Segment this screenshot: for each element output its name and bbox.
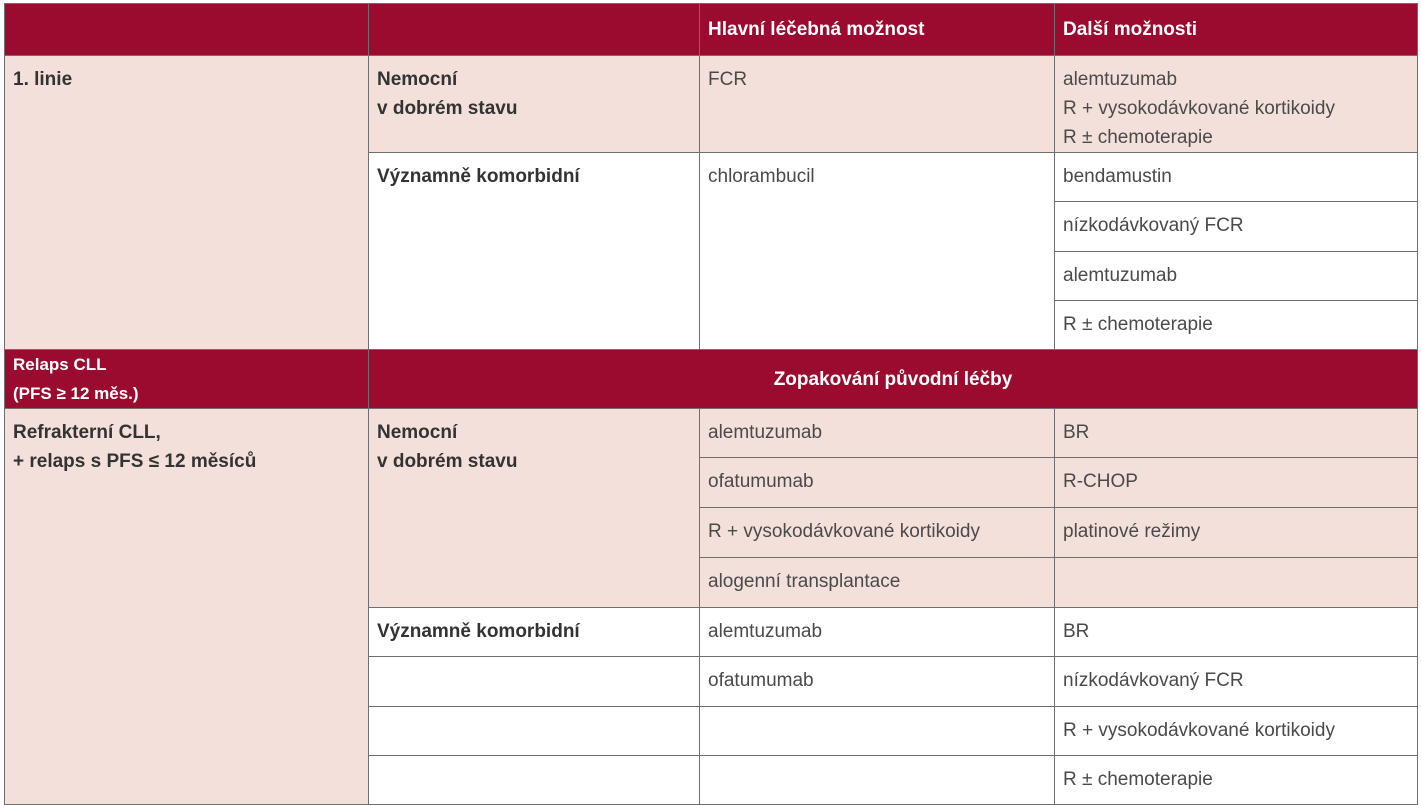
group-comorbid-empty xyxy=(369,756,700,805)
header-col2 xyxy=(369,4,700,56)
other-options-cell: platinové režimy xyxy=(1055,508,1418,558)
table-row xyxy=(5,56,1418,153)
header-main-option: Hlavní léčebná možnost xyxy=(700,4,1055,56)
group-label: v dobrém stavu xyxy=(377,98,518,119)
main-option-cell: alemtuzumab xyxy=(700,608,1055,657)
other-options-cell: R ± chemoterapie xyxy=(1055,756,1418,805)
section-label: Refrakterní CLL, xyxy=(13,422,161,443)
table-row xyxy=(5,409,1418,458)
other-options-cell: nízkodávkovaný FCR xyxy=(1055,657,1418,707)
other-options-cell xyxy=(1055,56,1418,153)
main-option-cell: alogenní transplantace xyxy=(700,558,1055,608)
relapse-treatment: Zopakování původní léčby xyxy=(369,350,1418,409)
section-label: Relaps CLL xyxy=(13,355,107,374)
other-options-cell: nízkodávkovaný FCR xyxy=(1055,202,1418,252)
section-refractory xyxy=(5,409,369,805)
other-options-cell: R + vysokodávkované kortikoidy xyxy=(1055,707,1418,756)
option-item: alemtuzumab xyxy=(1063,69,1178,90)
main-option-cell xyxy=(700,756,1055,805)
other-options-cell: alemtuzumab xyxy=(1055,252,1418,301)
group-good-condition xyxy=(369,56,700,153)
group-comorbid: Významně komorbidní xyxy=(369,153,700,350)
treatment-table xyxy=(4,3,1418,805)
group-label: v dobrém stavu xyxy=(377,451,518,472)
main-option-cell xyxy=(700,707,1055,756)
group-comorbid-empty xyxy=(369,657,700,707)
group-label: Nemocní xyxy=(377,69,458,90)
other-options-cell xyxy=(1055,558,1418,608)
main-option-cell: ofatumumab xyxy=(700,458,1055,508)
option-item: R ± chemoterapie xyxy=(1063,127,1213,148)
section-label: (PFS ≥ 12 měs.) xyxy=(13,384,139,403)
main-option-cell: chlorambucil xyxy=(700,153,1055,350)
group-good-condition xyxy=(369,409,700,608)
group-label: Nemocní xyxy=(377,422,458,443)
main-option-cell: alemtuzumab xyxy=(700,409,1055,458)
header-row xyxy=(5,4,1418,56)
main-option-cell: R + vysokodávkované kortikoidy xyxy=(700,508,1055,558)
other-options-cell: R ± chemoterapie xyxy=(1055,301,1418,350)
other-options-cell: bendamustin xyxy=(1055,153,1418,202)
other-options-cell: BR xyxy=(1055,409,1418,458)
section-label: + relaps s PFS ≤ 12 měsíců xyxy=(13,451,257,472)
header-col1 xyxy=(5,4,369,56)
option-item: R + vysokodávkované kortikoidy xyxy=(1063,98,1335,119)
group-comorbid-empty xyxy=(369,707,700,756)
section-relapse xyxy=(5,350,369,409)
relapse-row xyxy=(5,350,1418,409)
section-label: 1. linie xyxy=(13,69,73,90)
main-option-cell: FCR xyxy=(700,56,1055,153)
other-options-cell: BR xyxy=(1055,608,1418,657)
group-comorbid: Významně komorbidní xyxy=(369,608,700,657)
header-other-options: Další možnosti xyxy=(1055,4,1418,56)
main-option-cell: ofatumumab xyxy=(700,657,1055,707)
other-options-cell: R-CHOP xyxy=(1055,458,1418,508)
section-first-line xyxy=(5,56,369,350)
